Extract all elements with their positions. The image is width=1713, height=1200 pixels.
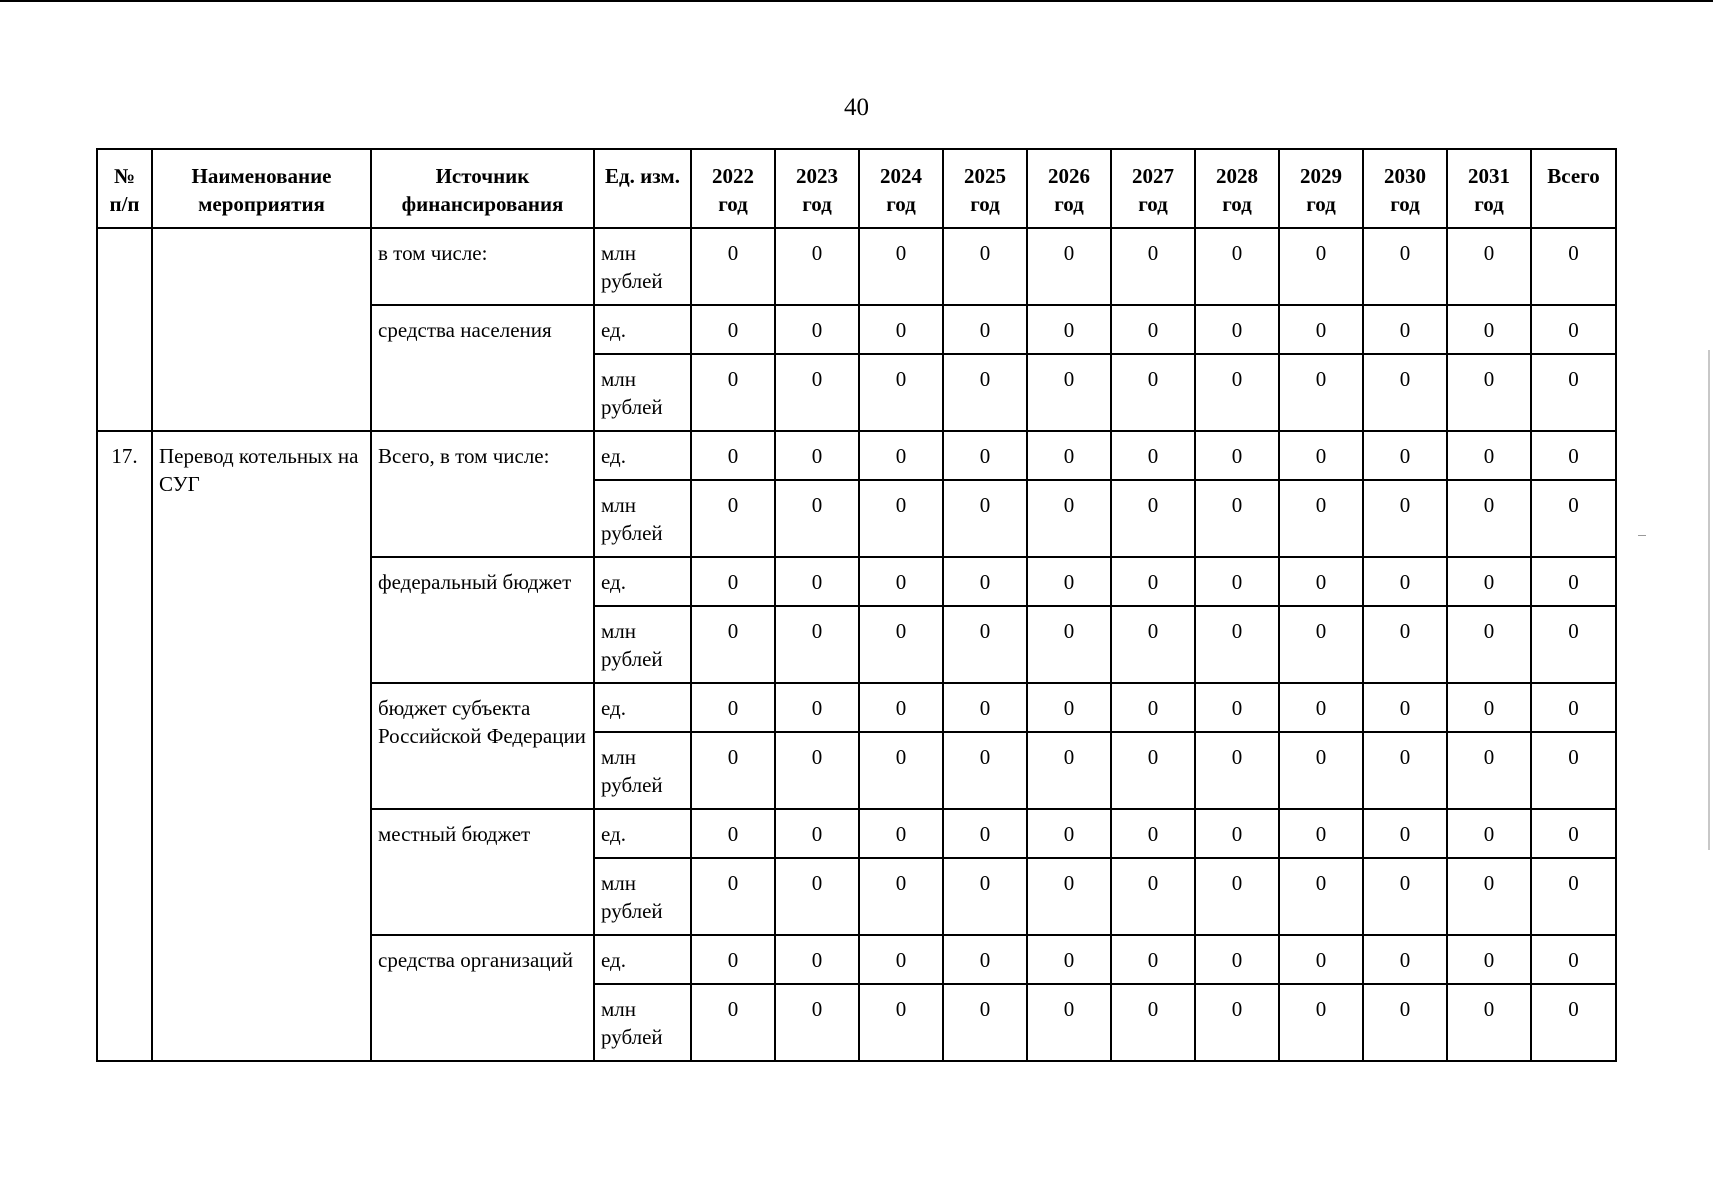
value-cell: 0 [775, 809, 859, 858]
unit-cell: млн рублей [594, 228, 691, 305]
value-cell: 0 [1447, 431, 1531, 480]
value-cell: 0 [1363, 809, 1447, 858]
value-cell: 0 [1195, 305, 1279, 354]
total-cell: 0 [1531, 480, 1616, 557]
value-cell: 0 [1111, 606, 1195, 683]
total-cell: 0 [1531, 354, 1616, 431]
value-cell: 0 [1195, 557, 1279, 606]
value-cell: 0 [943, 858, 1027, 935]
value-cell: 0 [859, 984, 943, 1061]
value-cell: 0 [1363, 557, 1447, 606]
total-cell: 0 [1531, 935, 1616, 984]
value-cell: 0 [859, 228, 943, 305]
value-cell: 0 [859, 858, 943, 935]
header-year-2030: 2030 год [1363, 149, 1447, 228]
header-year-2023: 2023 год [775, 149, 859, 228]
header-row [97, 149, 1616, 228]
header-year-2029: 2029 год [1279, 149, 1363, 228]
value-cell: 0 [943, 984, 1027, 1061]
unit-cell: ед. [594, 557, 691, 606]
value-cell: 0 [691, 809, 775, 858]
value-cell: 0 [691, 557, 775, 606]
total-cell: 0 [1531, 683, 1616, 732]
value-cell: 0 [691, 858, 775, 935]
value-cell: 0 [1447, 305, 1531, 354]
unit-cell: млн рублей [594, 480, 691, 557]
value-cell: 0 [943, 431, 1027, 480]
value-cell: 0 [943, 683, 1027, 732]
value-cell: 0 [1027, 354, 1111, 431]
value-cell: 0 [1195, 354, 1279, 431]
value-cell: 0 [691, 984, 775, 1061]
unit-cell: млн рублей [594, 858, 691, 935]
value-cell: 0 [1279, 858, 1363, 935]
value-cell: 0 [691, 228, 775, 305]
header-total: Всего [1531, 149, 1616, 228]
unit-cell: млн рублей [594, 984, 691, 1061]
value-cell: 0 [775, 606, 859, 683]
value-cell: 0 [1111, 732, 1195, 809]
value-cell: 0 [1279, 606, 1363, 683]
header-year-2027: 2027 год [1111, 149, 1195, 228]
value-cell: 0 [691, 606, 775, 683]
value-cell: 0 [943, 732, 1027, 809]
value-cell: 0 [1447, 858, 1531, 935]
value-cell: 0 [1447, 732, 1531, 809]
value-cell: 0 [1195, 809, 1279, 858]
value-cell: 0 [1027, 480, 1111, 557]
value-cell: 0 [1279, 732, 1363, 809]
header-year-2028: 2028 год [1195, 149, 1279, 228]
value-cell: 0 [1363, 683, 1447, 732]
unit-cell: млн рублей [594, 354, 691, 431]
value-cell: 0 [1363, 480, 1447, 557]
header-year-2025: 2025 год [943, 149, 1027, 228]
value-cell: 0 [1363, 305, 1447, 354]
total-cell: 0 [1531, 606, 1616, 683]
value-cell: 0 [1111, 228, 1195, 305]
value-cell: 0 [859, 732, 943, 809]
value-cell: 0 [1027, 305, 1111, 354]
value-cell: 0 [1279, 935, 1363, 984]
top-border-line [0, 0, 1713, 2]
value-cell: 0 [859, 431, 943, 480]
value-cell: 0 [1027, 557, 1111, 606]
value-cell: 0 [1447, 354, 1531, 431]
value-cell: 0 [1027, 935, 1111, 984]
value-cell: 0 [1027, 683, 1111, 732]
source-cell: средства населения [371, 305, 594, 431]
value-cell: 0 [1195, 683, 1279, 732]
value-cell: 0 [691, 683, 775, 732]
value-cell: 0 [775, 732, 859, 809]
header-year-2031: 2031 год [1447, 149, 1531, 228]
value-cell: 0 [943, 557, 1027, 606]
value-cell: 0 [859, 935, 943, 984]
value-cell: 0 [1027, 809, 1111, 858]
value-cell: 0 [1111, 809, 1195, 858]
total-cell: 0 [1531, 557, 1616, 606]
value-cell: 0 [1195, 935, 1279, 984]
value-cell: 0 [691, 354, 775, 431]
row-num-cell [97, 228, 152, 431]
value-cell: 0 [1111, 935, 1195, 984]
value-cell: 0 [1027, 228, 1111, 305]
value-cell: 0 [1195, 228, 1279, 305]
value-cell: 0 [943, 606, 1027, 683]
value-cell: 0 [1447, 683, 1531, 732]
value-cell: 0 [1447, 480, 1531, 557]
row-name-cell [152, 228, 371, 431]
value-cell: 0 [1363, 984, 1447, 1061]
value-cell: 0 [943, 935, 1027, 984]
value-cell: 0 [943, 305, 1027, 354]
value-cell: 0 [1111, 480, 1195, 557]
total-cell: 0 [1531, 305, 1616, 354]
value-cell: 0 [691, 732, 775, 809]
value-cell: 0 [1279, 431, 1363, 480]
value-cell: 0 [1195, 431, 1279, 480]
source-cell: местный бюджет [371, 809, 594, 935]
table-row [97, 228, 1616, 305]
value-cell: 0 [1027, 732, 1111, 809]
value-cell: 0 [943, 354, 1027, 431]
header-year-2024: 2024 год [859, 149, 943, 228]
value-cell: 0 [943, 809, 1027, 858]
unit-cell: млн рублей [594, 732, 691, 809]
value-cell: 0 [1195, 480, 1279, 557]
value-cell: 0 [1279, 480, 1363, 557]
unit-cell: ед. [594, 683, 691, 732]
value-cell: 0 [1447, 606, 1531, 683]
value-cell: 0 [1027, 431, 1111, 480]
header-year-2026: 2026 год [1027, 149, 1111, 228]
value-cell: 0 [691, 480, 775, 557]
unit-cell: ед. [594, 305, 691, 354]
value-cell: 0 [775, 984, 859, 1061]
value-cell: 0 [1279, 984, 1363, 1061]
value-cell: 0 [775, 431, 859, 480]
value-cell: 0 [775, 858, 859, 935]
scan-dot [1638, 535, 1646, 536]
value-cell: 0 [691, 431, 775, 480]
value-cell: 0 [1111, 683, 1195, 732]
value-cell: 0 [1447, 935, 1531, 984]
value-cell: 0 [1363, 228, 1447, 305]
value-cell: 0 [1363, 354, 1447, 431]
value-cell: 0 [1111, 984, 1195, 1061]
table-row [97, 431, 1616, 480]
value-cell: 0 [943, 480, 1027, 557]
page-number: 40 [844, 94, 869, 121]
source-cell: средства организаций [371, 935, 594, 1061]
value-cell: 0 [859, 480, 943, 557]
unit-cell: ед. [594, 809, 691, 858]
total-cell: 0 [1531, 858, 1616, 935]
value-cell: 0 [859, 305, 943, 354]
row-num-cell: 17. [97, 431, 152, 1061]
value-cell: 0 [859, 557, 943, 606]
unit-cell: ед. [594, 935, 691, 984]
value-cell: 0 [1363, 606, 1447, 683]
value-cell: 0 [775, 354, 859, 431]
value-cell: 0 [1363, 732, 1447, 809]
header-year-2022: 2022 год [691, 149, 775, 228]
value-cell: 0 [1111, 431, 1195, 480]
value-cell: 0 [1363, 858, 1447, 935]
value-cell: 0 [1195, 732, 1279, 809]
total-cell: 0 [1531, 431, 1616, 480]
total-cell: 0 [1531, 732, 1616, 809]
row-name-cell: Перевод котельных на СУГ [152, 431, 371, 1061]
value-cell: 0 [691, 305, 775, 354]
value-cell: 0 [1447, 984, 1531, 1061]
value-cell: 0 [1279, 557, 1363, 606]
value-cell: 0 [1027, 984, 1111, 1061]
value-cell: 0 [1111, 557, 1195, 606]
value-cell: 0 [1111, 354, 1195, 431]
value-cell: 0 [1027, 858, 1111, 935]
value-cell: 0 [859, 606, 943, 683]
value-cell: 0 [1279, 683, 1363, 732]
scan-edge-mark [1708, 350, 1710, 850]
header-num: № п/п [97, 149, 152, 228]
header-name: Наименование мероприятия [152, 149, 371, 228]
header-unit: Ед. изм. [594, 149, 691, 228]
value-cell: 0 [1279, 305, 1363, 354]
value-cell: 0 [775, 228, 859, 305]
source-cell: в том числе: [371, 228, 594, 305]
source-cell: бюджет субъекта Российской Федерации [371, 683, 594, 809]
value-cell: 0 [1111, 858, 1195, 935]
value-cell: 0 [1195, 858, 1279, 935]
value-cell: 0 [1447, 228, 1531, 305]
value-cell: 0 [1279, 354, 1363, 431]
value-cell: 0 [1363, 431, 1447, 480]
total-cell: 0 [1531, 984, 1616, 1061]
total-cell: 0 [1531, 809, 1616, 858]
unit-cell: млн рублей [594, 606, 691, 683]
value-cell: 0 [1279, 809, 1363, 858]
value-cell: 0 [1447, 809, 1531, 858]
value-cell: 0 [943, 228, 1027, 305]
value-cell: 0 [775, 480, 859, 557]
value-cell: 0 [775, 683, 859, 732]
financing-table [96, 148, 1617, 1062]
value-cell: 0 [1111, 305, 1195, 354]
value-cell: 0 [1363, 935, 1447, 984]
value-cell: 0 [775, 305, 859, 354]
value-cell: 0 [775, 557, 859, 606]
header-source: Источник финансирования [371, 149, 594, 228]
source-cell: федеральный бюджет [371, 557, 594, 683]
unit-cell: ед. [594, 431, 691, 480]
value-cell: 0 [859, 809, 943, 858]
source-cell: Всего, в том числе: [371, 431, 594, 557]
value-cell: 0 [775, 935, 859, 984]
value-cell: 0 [1195, 606, 1279, 683]
value-cell: 0 [1279, 228, 1363, 305]
value-cell: 0 [1447, 557, 1531, 606]
value-cell: 0 [1027, 606, 1111, 683]
total-cell: 0 [1531, 228, 1616, 305]
value-cell: 0 [1195, 984, 1279, 1061]
value-cell: 0 [691, 935, 775, 984]
value-cell: 0 [859, 683, 943, 732]
value-cell: 0 [859, 354, 943, 431]
